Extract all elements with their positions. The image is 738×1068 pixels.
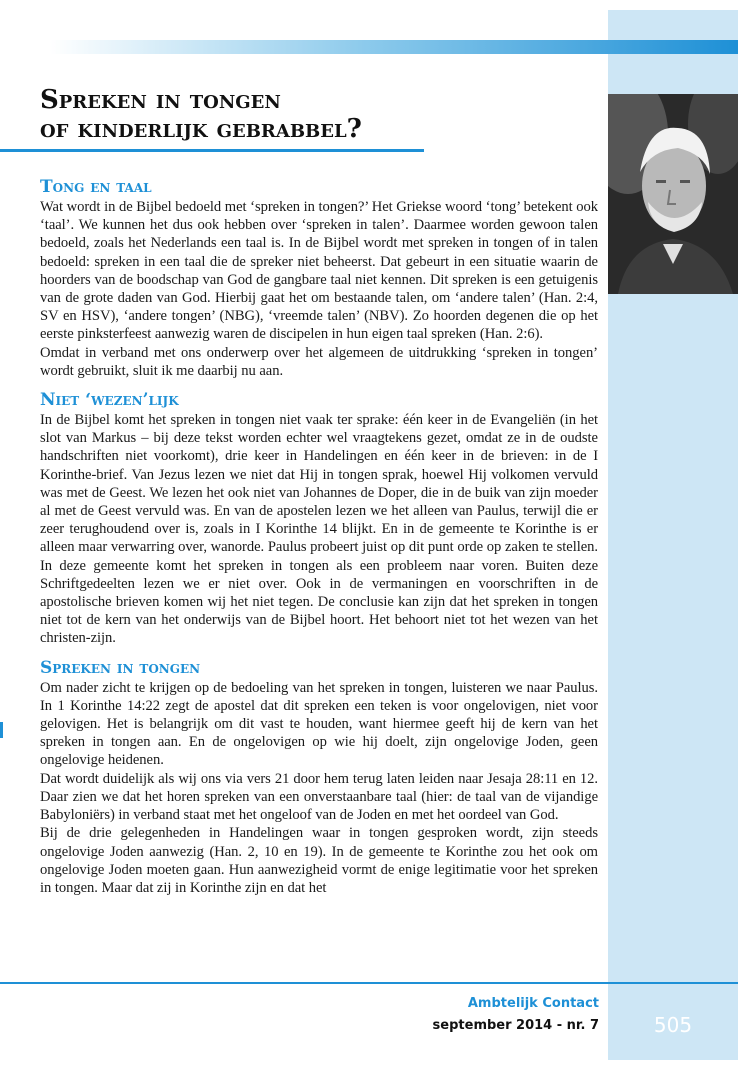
paragraph: Om nader zicht te krijgen op de bedoeling van het spreken in tongen, luisteren we naar Paulus. In 1 Korinthe 14:22 zegt de apostel dat dit spreken een teken is voor ongelovigen, niet voor gelovigen. Het is belangrijk om dit vast te houden, want hiermee geeft hij de kern van het spreken in tongen aan. En de ongelovigen op wie hij doelt, zijn ongelovige Joden, geen ongelovige heidenen.	[40, 679, 598, 769]
article-title	[40, 86, 362, 144]
paragraph: Omdat in verband met ons onderwerp over het algemeen de uitdrukking ‘spreken in tongen’ wordt gebruikt, sluit ik me daarbij nu aan.	[40, 344, 598, 379]
top-gradient-band	[50, 40, 738, 54]
magazine-name: Ambtelijk Contact	[467, 996, 599, 1011]
section-heading-spreken-in-tongen: Spreken in tongen	[40, 657, 201, 678]
section-heading-tong-en-taal: Tong en taal	[40, 177, 152, 197]
page-number: 505	[653, 1013, 693, 1037]
issue-info: september 2014 - nr. 7	[432, 1018, 599, 1033]
section-heading-niet-wezenlijk: Niet ‘wezen’lijk	[40, 390, 179, 411]
paragraph: In de Bijbel komt het spreken in tongen niet vaak ter sprake: één keer in de Evangeliën (in het slot van Markus – bij deze tekst worden echter wel vraagtekens gezet, omdat ze in de oudste handschriften niet voorkomt), drie keer in Handelingen en één keer in de brieven: in de I Korinthe-brief. Van Jezus lezen we niet dat Hij in tongen sprak, hoewel Hij volkomen vervuld was met de Geest. We lezen het ook niet van Johannes de Doper, die in de buik van zijn moeder al met de Geest vervuld was. En van de apostelen lezen we het alleen van Paulus, terwijl die er zeer terughoudend over is, zoals in I Korinthe 14 blijkt. En in de gemeente te Korinthe is er alleen maar verwarring over, wanorde. Paulus probeert juist op dit punt orde op zaken te stellen. In deze gemeente komt het spreken in tongen als een probleem naar voren. Buiten deze Schriftgedeelten lezen we er niet over. Ook in de vermaningen en voorschriften in de apostolische brieven komen wij het niet tegen. De conclusie kan zijn dat het spreken in tongen niet tot de kern van het onderwijs van de Bijbel hoort. Het behoort niet tot het wezen van het christen-zijn.	[40, 412, 598, 647]
article-title-line-1: Spreken in tongen	[40, 85, 281, 115]
article-title-line-2: of kinderlijk gebrabbel?	[40, 114, 362, 144]
article-body	[40, 176, 598, 897]
author-portrait-image	[608, 94, 738, 294]
left-margin-marker	[0, 722, 3, 738]
paragraph: Bij de drie gelegenheden in Handelingen waar in tongen gesproken wordt, zijn steeds ongelovige Joden aanwezig (Han. 2, 10 en 19). In de gemeente te Korinthe zou het ook om ongelovige Joden moeten gaan. Hun aanwezigheid vormt de enige legitimatie voor het spreken in tongen. Maar dat zij in Korinthe zijn en dat het	[40, 825, 598, 896]
paragraph: Wat wordt in de Bijbel bedoeld met ‘spreken in tongen?’ Het Griekse woord ‘tong’ betekent ook ‘taal’. We kunnen het dus ook hebben over ‘spreken in talen’. Daarmee worden gewoon talen bedoeld, zoals het Nederlands een taal is. In de Bijbel wordt met spreken in tongen of in talen bedoeld: spreken in een taal die de spreker niet beheerst. Dat gebeurt in een situatie waarin de hoorders van de boodschap van God de gangbare taal niet kennen. Dit spreken is een getuigenis van de grote daden van God. Hierbij gaat het om bestaande talen, om ‘andere talen’ (Han. 2:4, SV en HSV), ‘andere tongen’ (NBG), ‘vreemde talen’ (NBV). Zo hoorden degenen die op het eerste pinksterfeest aanwezig waren de discipelen in hun eigen taal spreken (Han. 2:6).	[40, 199, 598, 343]
paragraph: Dat wordt duidelijk als wij ons via vers 21 door hem terug laten leiden naar Jesaja 28:11 en 12. Daar zien we dat het horen spreken van een onverstaanbare taal (hier: de taal van de vijandige Babyloniërs) in verband staat met het ongeloof van de Joden en met het oordeel van God.	[40, 770, 598, 824]
author-photo	[608, 94, 738, 294]
title-underline	[0, 149, 424, 152]
footer-rule	[0, 982, 738, 984]
